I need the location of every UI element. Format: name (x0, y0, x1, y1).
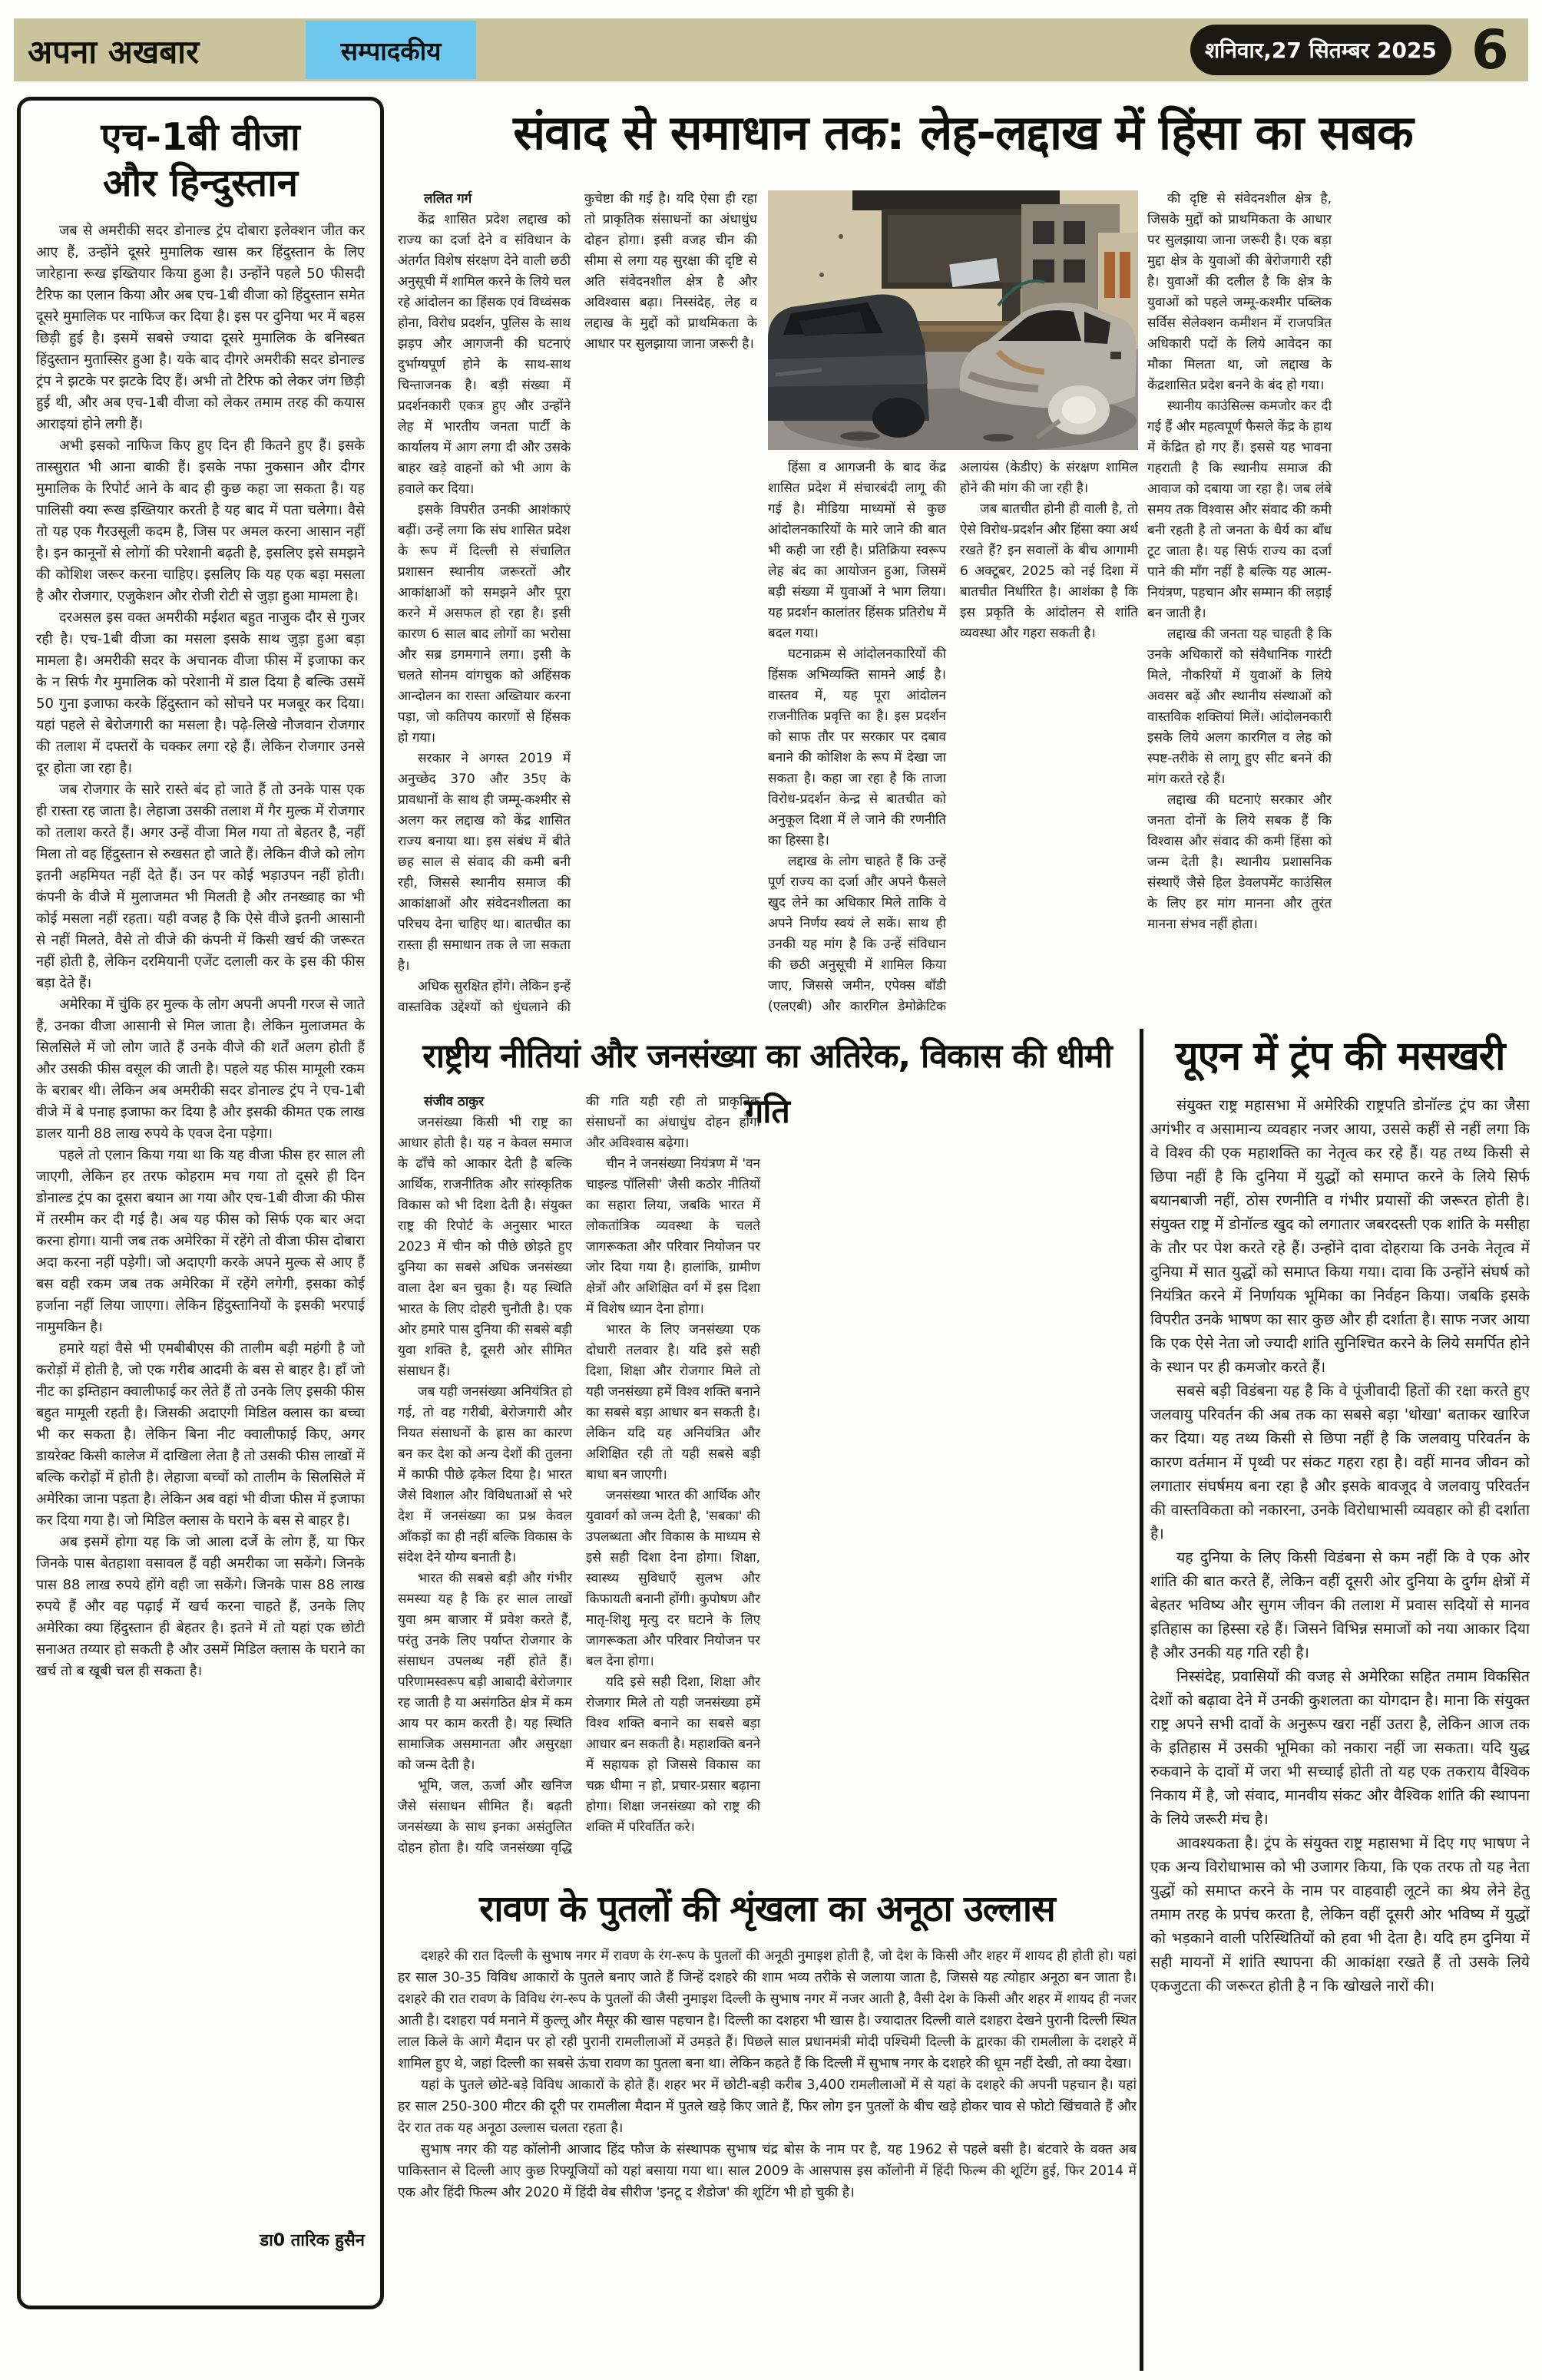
paragraph: जब यही जनसंख्या अनियंत्रित हो गई, तो वह गरीबी, बेरोजगारी और नियत संसाधनों के ह्रास का कारण बन कर देश को अन्य देशों की तुलना में काफी पीछे ढ़केल दिया है। भारत जैसे विशाल और विविधताओं से भरे देश में जनसंख्या का प्रश्न केवल आँकड़ों का ही नहीं बल्कि विकास के संदेश देने योग्य बनाती है। (398, 1384, 572, 1565)
visa-article-author: डा0 तारिक हुसैन (260, 2230, 365, 2250)
paragraph: लद्दाख की जनता यह चाहती है कि उनके अधिकारों को संवैधानिक गारंटी मिले, नौकरियों में युवाओं के लिये अवसर बढ़ें और स्थानीय संस्थाओं को वास्तविक शक्तियां मिलें। आंदोलनकारी इसके लिये अलग कारगिल व लेह को स्पष्ट-तरीके से लागू हुए सीट बनने की मांग करते रहे हैं। (1147, 626, 1332, 787)
paragraph: भूमि, जल, ऊर्जा और खनिज जैसे संसाधन सीमित हैं। बढ़ती जनसंख्या के साथ इनका असंतुलित दोहन होता है। यदि जनसंख्या वृद्धि की गति यही रही तो प्राकृतिक संसाधनों का अंधाधुंध दोहन होगा और अविश्वास बढ़ेगा। (398, 1094, 760, 1856)
paragraph: भारत के लिए जनसंख्या एक दोधारी तलवार है। यदि इसे सही दिशा, शिक्षा और रोजगार मिले तो यही जनसंख्या हमें विश्व शक्ति बनाने का सबसे बड़ा आधार बन सकती है। लेकिन यदि यह अनियंत्रित और अशिक्षित रही तो यही सबसे बड़ी बाधा बन जाएगी। (586, 1322, 760, 1483)
visa-title-line2: और हिन्दुस्तान (103, 160, 298, 205)
paragraph: जब रोजगार के सारे रास्ते बंद हो जाते हैं तो उनके पास एक ही रास्ता रह जाता है। लेहाजा उसकी तलाश में गैर मुल्क में रोजगार को तलाश करते हैं। अगर उन्हें वीजा मिल गया तो बेहतर है, नहीं मिला तो वह हिंदुस्तान से रुखसत हो जाते हैं। लेकिन वीजे को लोग इतनी अहमियत नहीं देते हैं। उन पर कोई भड़ाउपन नहीं होती। कंपनी के वीजे में मुलाजमत भी मिलती है और तनख्वाह का भी कोई मसला नहीं रहता। यही वजह है कि ऐसे वीजे इतनी आसानी से नहीं मिलते, वैसे तो वीजे की कंपनी में किसी खर्च की जरूरत नहीं होती है, लेकिन दरमियानी एजेंट दलाली कर के इस की फीस बड़ा देते हैं। (36, 781, 365, 991)
paragraph: दशहरे की रात दिल्ली के सुभाष नगर में रावण के रंग-रूप के पुतलों की अनूठी नुमाइश होती है, जो देश के किसी और शहर में शायद ही होती हो। यहां हर साल 30-35 विविध आकारों के पुतले बनाए जाते हैं जिन्हें दशहरे की शाम भव्य तरीके से जलाया जाता है, जिससे यह त्योहार अनूठा बन जाता है। दशहरे की रात रावण के विविध रंग-रूप के पुतलों की जैसी नुमाइश दिल्ली के सुभाष नगर में नजर आती है, वैसी देश के किसी और शहर में शायद ही नजर आती है। दशहरा पर्व मनाने में कुल्लू और मैसूर की खास पहचान है। दिल्ली का दशहरा भी खास है। ज्यादातर दिल्ली वाले दशहरा देखने पुरानी दिल्ली स्थित लाल किले के आगे मैदान पर हो रही पुरानी रामलीलाओं में उमड़ते हैं। पिछले साल प्रधानमंत्री मोदी पश्चिमी दिल्ली के द्वारका की रामलीला के दशहरे में शामिल हुए थे, जहां दिल्ली का सबसे ऊंचा रावण का पुतला बना था। लेकिन कहते हैं कि दिल्ली में सुभाष नगर के दशहरे की धूम नहीं देखी, तो क्या देखा। (398, 1949, 1137, 2071)
paragraph: अब इसमें होगा यह कि जो आला दर्जे के लोग हैं, या फिर जिनके पास बेतहाशा वसावल हैं वही अमरीका जा सकेंगे। जिनके पास 88 लाख रुपये होंगे वही जा सकेंगे। जिनके पास 88 लाख रुपये हैं और वह पढ़ाई में खर्च करना चाहते हैं, उनके लिए अमेरिका क्या हिंदुस्तान ही बेहतर है। इतने में तो यहां एक छोटी सनाअत तय्यार हो सकती है और उसमें मिडिल क्लास के घराने का खर्च तो ब खूबी चल ही सकता है। (36, 1533, 365, 1679)
paragraph: हमारे यहां वैसे भी एमबीबीएस की तालीम बड़ी महंगी है जो करोड़ों में होती है, जो एक गरीब आदमी के बस से बाहर है। हाँ जो नीट का इम्तिहान क्वालीफाई कर लेते हैं तो उनके लिए इसकी फीस बहुत मामूली रहती है। जिसकी अदाएगी मिडिल क्लास का बच्चा भी कर सकता है। लेकिन बिना नीट क्वालीफाई किए, अगर डायरेक्ट किसी कालेज में दाखिला लेता है तो उसकी फीस लाखों में बल्कि करोड़ों में होती है। लेहाजा बच्चों को तालीम के सिलसिले में अमेरिका जाना पड़ता है। लेकिन अब वहां भी वीजा फीस में इजाफा कर दिया गया है। जो मिडिल क्लास के घराने के बस से बाहर है। (36, 1340, 365, 1529)
paragraph: स्थानीय काउंसिल्स कमजोर कर दी गई हैं और महत्वपूर्ण फैसले केंद्र के हाथ में केंद्रित हो गए हैं। इससे यह भावना गहराती है कि स्थानीय समाज की आवाज को दबाया जा रहा है। जब लंबे समय तक विश्वास और संवाद की कमी बनी रहती है तो जनता के धैर्य का बाँध टूट जाता है। यह सिर्फ राज्य का दर्जा पाने की माँग नहीं है बल्कि यह आत्म-नियंत्रण, पहचान और सम्मान की लड़ाई बन जाती है। (1147, 398, 1332, 621)
paragraph: जब से अमरीकी सदर डोनाल्ड ट्रंप दोबारा इलेक्शन जीत कर आए हैं, उन्होंने दूसरे मुमालिक खास कर हिंदुस्तान के लिए जारेहाना रूख इख्तियार किया हुआ है। उन्होंने पहले 50 फीसदी टैरिफ का एलान किया और अब एच-1बी वीजा को हिंदुस्तान समेत दूसरे मुमालिक पर नाफिज कर दिया है। इस पर दुनिया भर में बहस छिड़ी हुई है। इसमें सबसे ज्यादा दूसरे मुमालिक के बनिस्बत हिंदुस्तान मुतास्सिर हुआ है। यके बाद दीगरे अमरीकी सदर डोनाल्ड ट्रंप ने झटके पर झटके दिए हैं। अभी तो टैरिफ को लेकर जंग छिड़ी हुई थी, और अब एच-1बी वीजा को लेकर तमाम तरह की कयास आराइयां होने लगी हैं। (36, 222, 365, 432)
ravan-article-body (398, 1945, 1137, 2371)
paragraph: सुभाष नगर की यह कॉलोनी आजाद हिंद फौज के संस्थापक सुभाष चंद्र बोस के नाम पर है, यह 1962 से पहले बसी है। बंटवारे के वक्त अब पाकिस्तान से दिल्ली आए कुछ रिफ्यूजियों को यहां बसाया गया था। साल 2009 के आसपास इस कॉलोनी में हिंदी फिल्म की शूटिंग हुई, फिर 2014 में एक और हिंदी फिल्म और 2020 में हिंदी वेब सीरीज 'इनटू द शैडोज' की शूटिंग भी हो चुकी है। (398, 2142, 1137, 2200)
paragraph: अभी इसको नाफिज किए हुए दिन ही कितने हुए हैं। इसके तास्सुरात भी आना बाकी हैं। इसके नफा नुकसान और दीगर मुमालिक के रिपोर्ट आने के बाद ही कुछ कहा जा सकता है। यह पालिसी क्या रूख इख्तियार करती है यह बाद में पता चलेगा। वैसे तो यह एक गैरउसूली कदम है, जिस पर अमल करना आसान नहीं है। इन कानूनों से लोगों की परेशानी बढ़ती है, इसलिए इसे समझने की कोशिश जरूर करना चाहिए। इसलिए कि यह एक बड़ा मसला है और रोजगार, एजुकेशन और रोजी रोटी से जुड़ा हुआ मामला है। (36, 437, 365, 604)
paragraph: दरअसल इस वक्त अमरीकी मईशत बहुत नाजुक दौर से गुजर रही है। एच-1बी वीजा का मसला इसके साथ जुड़ा हुआ बड़ा मामला है। अमरीकी सदर के अचानक वीजा फीस में इजाफा कर के न सिर्फ गैर मुमालिक को परेशानी में डाल दिया है बल्कि उसमें 50 गुना इजाफा करके हिंदुस्तान को सोचने पर मजबूर कर दिया। यहां पहले से बेरोजगारी का मसला है। पढ़े-लिखे नौजवान रोजगार की तलाश में दफ्तरों के चक्कर लगा रहे हैं। लेकिन रोजगार उनसे दूर होता जा रहा है। (36, 609, 365, 776)
paragraph: संयुक्त राष्ट्र महासभा में अमेरिकी राष्ट्रपति डोनॉल्ड ट्रंप का जैसा अगंभीर व असामान्य व्यवहार नजर आया, उससे कहीं से नहीं लगा कि वे विश्व की एक महाशक्ति का नेतृत्व कर रहे हैं। यह तथ्य किसी से छिपा नहीं है कि दुनिया में युद्धों को समाप्त करने के लिये सिर्फ बयानबाजी नहीं, ठोस रणनीति व गंभीर प्रयासों की जरूरत होती है। संयुक्त राष्ट्र में डोनॉल्ड खुद को लगातार जबरदस्ती एक शांति के मसीहा के तौर पर पेश करते रहे हैं। उन्होंने दावा दोहराया कि उनके नेतृत्व में दुनिया में सात युद्धों को समाप्त किया गया। दावा कि उन्होंने संघर्ष को नियंत्रित करने में निर्णायक भूमिका का निर्वहन किया। जबकि इसके विपरीत उनके भाषण का सार कुछ और ही दर्शाता है। साफ नजर आया कि एक ऐसे नेता जो ज्यादी शांति सुनिश्चित करने के लिये समर्पित होने के स्थान पर ही कमजोर करते हैं। (1150, 1096, 1530, 1376)
un-article-body (1150, 1093, 1530, 2369)
paragraph: अधिक सुरक्षित होंगे। लेकिन इन्हें वास्तविक उद्देश्यों को धुंधलाने की कुचेष्टा की गई है। यदि ऐसा ही रहा तो प्राकृतिक संसाधनों का अंधाधुंध दोहन होगा। इसी वजह चीन की सीमा से लगा यह सुरक्षा की दृष्टि से अति संवेदनशील क्षेत्र है और अविश्वास बढ़ा। निस्संदेह, लेह व लद्दाख के मुद्दों को प्राथमिकता के आधार पर सुलझाया जाना जरूरी है। (398, 191, 757, 1015)
paragraph: चीन ने जनसंख्या नियंत्रण में 'वन चाइल्ड पॉलिसी' जैसी कठोर नीतियों का सहारा लिया, जबकि भारत में लोकतांत्रिक व्यवस्था के चलते जागरूकता और परिवार नियोजन पर जोर दिया गया है। हालांकि, ग्रामीण क्षेत्रों और अशिक्षित वर्ग में इस दिशा में विशेष ध्यान देना होगा। (586, 1156, 760, 1317)
ravan-headline: रावण के पुतलों की शृंखला का अनूठा उल्लास (479, 1888, 1055, 1930)
paper-name: अपना अखबार (28, 33, 200, 71)
visa-article-box (17, 97, 384, 2309)
main-article-byline: ललित गर्ग (424, 191, 472, 207)
paragraph: लद्दाख के लोग चाहते हैं कि उन्हें पूर्ण राज्य का दर्जा और अपने फैसले खुद लेने का अधिकार मिले ताकि वे अपने निर्णय स्वयं ले सकें। साथ ही उनकी यह मांग है कि उन्हें संविधान की छठी अनुसूची में शामिल किया जाए, जिससे जमीन, एपेक्स बॉडी (एलएबी) और कारगिल डेमोक्रेटिक अलायंस (केडीए) के संरक्षण शामिल होने की मांग की जा रही है। (768, 460, 1138, 1014)
date-pill: शनिवार,27 सितम्बर 2025 (1190, 25, 1451, 75)
un-headline: यूएन में ट्रंप की मसखरी (1175, 1033, 1505, 1079)
paragraph: हिंसा व आगजनी के बाद केंद्र शासित प्रदेश में संचारबंदी लागू की गई है। मीडिया माध्यमों से कुछ आंदोलनकारियों के मारे जाने की बात भी कही जा रही है। प्रतिक्रिया स्वरूप लेह बंद का आयोजन हुआ, जिसमें बड़ी संख्या में युवाओं ने भाग लिया। यह प्रदर्शन कालांतर हिंसक प्रतिरोध में बदल गया। (768, 460, 946, 641)
paragraph: पहले तो एलान किया गया था कि यह वीजा फीस हर साल ली जाएगी, लेकिन हर तरफ कोहराम मच गया तो दूसरे ही दिन डोनाल्ड ट्रंप का दूसरा बयान आ गया और एच-1बी वीजा की फीस में तरमीम कर दी गई है। अब यह फीस को सिर्फ एक बार अदा करना होगा। यानी जब तक अमेरिका में रहेंगे तो वीजा फीस दोबारा अदा करना नहीं पड़ेगी। जो अदाएगी करके अपने मुल्क से आए हैं बस वही रकम जब तक अमेरिका में रहेंगे लगेगी, इसका कोई हर्जाना नहीं लिया जाएगा। लेकिन हिंदुस्तानियों के इसकी भरपाई नामुमकिन है। (36, 1146, 365, 1335)
visa-article-body (36, 220, 365, 2228)
main-article-columns-under-photo (768, 458, 1138, 1020)
main-article-left-text (398, 189, 757, 1020)
population-article-body (398, 1092, 1137, 1873)
paragraph: केंद्र शासित प्रदेश लद्दाख को राज्य का दर्जा देने व संविधान के अंतर्गत विशेष संरक्षण देने वाली छठी अनुसूची में शामिल करने के लिये चल रहे आंदोलन का हिंसक एवं विध्वंसक होना, विरोध प्रदर्शन, पुलिस के साथ झड़प और आगजनी की घटनाएं दुर्भाग्यपूर्ण होने के साथ-साथ चिन्ताजनक है। बड़ी संख्या में प्रदर्शनकारी एकत्र हुए और उन्होंने लेह में भारतीय जनता पार्टी के कार्यालय में आग लगा दी और उसके बाहर खड़े वाहनों को भी आग के हवाले कर दिया। (398, 212, 571, 497)
paragraph: जनसंख्या भारत की आर्थिक और युवावर्ग को जन्म देती है, 'सबका' की उपलब्धता और विकास के माध्यम से इसे सही दिशा देना होगा। शिक्षा, स्वास्थ्य सुविधाएँ सुलभ और किफायती बनानी होंगी। कुपोषण और मातृ-शिशु मृत्यु दर घटाने के लिए जागरूकता और परिवार नियोजन पर बल देना होगा। (586, 1488, 760, 1669)
visa-article-title (36, 114, 365, 207)
main-article-columns-left (398, 189, 757, 1020)
column-divider (1140, 1029, 1143, 2371)
paragraph: की दृष्टि से संवेदनशील क्षेत्र है, जिसके मुद्दों को प्राथमिकता के आधार पर सुलझाया जाना जरूरी है। एक बड़ा मुद्दा क्षेत्र के युवाओं की बेरोजगारी रही है। युवाओं की दलील है कि क्षेत्र के युवाओं को पहले जम्मू-कश्मीर पब्लिक सर्विस सेलेक्शन कमीशन में राजपत्रित अधिकारी पदों के लिये आवेदन का मौका मिलता था, जो लद्दाख के केंद्रशासित प्रदेश बनने के बंद हो गया। (1147, 191, 1332, 393)
paragraph: यह दुनिया के लिए किसी विडंबना से कम नहीं कि वे एक ओर शांति की बात करते हैं, लेकिन वहीं दूसरी ओर दुनिया के दुर्गम क्षेत्रों में बेहतर भविष्य और सुगम जीवन की तलाश में प्रवास सदियों से मानव इतिहास का हिस्सा रहे हैं। जिसने विभिन्न समाजों को नया आकार दिया है और उनकी यह गति रही है। (1150, 1549, 1530, 1661)
paragraph: सबसे बड़ी विडंबना यह है कि वे पूंजीवादी हितों की रक्षा करते हुए जलवायु परिवर्तन की अब तक का सबसे बड़ा 'धोखा' बताकर खारिज कर दिया। यह तथ्य किसी से छिपा नहीं है कि जलवायु परिवर्तन के कारण वर्तमान में पृथ्वी पर संकट गहरा रहा है। वहीं मानव जीवन को लगातार संघर्षमय बना रहा है और इसके बावजूद वे जलवायु परिवर्तन की वास्तविकता को नकारना, उनके विरोधाभासी व्यवहार को ही दर्शाता है। (1150, 1382, 1530, 1542)
burnt-cars-illustration (768, 190, 1138, 450)
paragraph: जनसंख्या किसी भी राष्ट्र का आधार होती है। यह न केवल समाज के ढाँचे को आकार देती है बल्कि आर्थिक, राजनीतिक और सांस्कृतिक विकास को भी दिशा देती है। संयुक्त राष्ट्र की रिपोर्ट के अनुसार भारत 2023 में चीन को पीछे छोड़ते हुए दुनिया का सबसे अधिक जनसंख्या वाला देश बन चुका है। यह स्थिति भारत के लिए दोहरी चुनौती है। एक ओर हमारे पास दुनिया की सबसे बड़ी युवा शक्ति है, दूसरी ओर सीमित संसाधन हैं। (398, 1115, 572, 1379)
paragraph: घटनाक्रम से आंदोलनकारियों की हिंसक अभिव्यक्ति सामने आई है। वास्तव में, यह पूरा आंदोलन राजनीतिक प्रवृत्ति का है। इस प्रदर्शन को साफ तौर पर सरकार पर दबाव बनाने की कोशिश के रूप में देखा जा सकता है। कहा जा रहा है कि ताजा विरोध-प्रदर्शन केन्द्र से बातचीत को अनुकूल दिशा में ले जाने की रणनीति का हिस्सा है। (768, 646, 946, 848)
population-article-text (398, 1092, 760, 1873)
visa-title-line1: एच-1बी वीजा (101, 115, 300, 159)
paragraph: यहां के पुतले छोटे-बड़े विविध आकारों के होते हैं। शहर भर में छोटी-बड़ी करीब 3,400 रामलीलाओं में से यहां के दशहरे की अपनी पहचान है। यहां हर साल 250-300 मीटर की दूरी पर रामलीला मैदान में पुतले खड़े किए जाते हैं, फिर लोग इन पुतलों के बीच खड़े होकर चाव से फोटो खिंचवाते हैं और देर रात तक यह अनूठा उल्लास चलता रहता है। (398, 2078, 1137, 2136)
paragraph: निस्संदेह, प्रवासियों की वजह से अमेरिका सहित तमाम विकसित देशों को बढ़ावा देने में उनकी कुशलता का योगदान है। माना कि संयुक्त राष्ट्र अपने सभी दावों के अनुरूप खरा नहीं उतरा है, लेकिन आज तक के इतिहास में उसकी भूमिका को नकारा नहीं जा सकता। यदि युद्ध रुकवाने के दावों में जरा भी सच्चाई होती तो यह एक तकराय वैश्विक निकाय में है, जो संवाद, मानवीय संकट और वैश्विक शांति की स्थापना के लिये जरूरी मंच है। (1150, 1668, 1530, 1828)
burnt-cars-photo (768, 190, 1138, 450)
population-headline: राष्ट्रीय नीतियां और जनसंख्या का अतिरेक, विकास की धीमी गति (422, 1037, 1112, 1131)
paragraph: सरकार ने अगस्त 2019 में अनुच्छेद 370 और 35ए के प्रावधानों के साथ ही जम्मू-कश्मीर से अलग कर लद्दाख को केंद्र शासित राज्य बनाया था। इस संबंध में बीते छह साल से संवाद की कमी बनी रही, जिससे स्थानीय समाज की आकांक्षाओं और संवेदनशीलता का परिचय देना चाहिए था। बातचीत का रास्ता ही समाधान तक ले जा सकता है। (398, 751, 571, 973)
paragraph: अमेरिका में चुंकि हर मुल्क के लोग अपनी अपनी गरज से जाते हैं, उनका वीजा आसानी से मिल जाता है। लेकिन मुलाजमत के सिलसिले में जो लोग जाते हैं उनके वीजे की शर्तें अलग होती हैं और उसकी फीस वसूल की जाती है। पहले यह फीस मामूली रकम के बराबर थी। लेकिन अब अमरीकी सदर डोनाल्ड ट्रंप ने एच-1बी वीजे में बे पनाह इजाफा कर दिया है और इसकी कीमत एक लाख डालर यानी 88 लाख रुपये के एवज देना पड़ेगा। (36, 996, 365, 1142)
section-chip: सम्पादकीय (306, 21, 476, 79)
paragraph: इसके विपरीत उनकी आशंकाएं बढ़ीं। उन्हें लगा कि संघ शासित प्रदेश के रूप में दिल्ली से संचालित प्रशासन स्थानीय जरूरतों और आकांक्षाओं को समझने और पूरा करने में असफल हो रहा है। इसी कारण 6 साल बाद लोगों का भरोसा और सब्र डगमगाने लगा। इसी के चलते सोनम वांगचुक को अहिंसक आन्दोलन का रास्ता अख्तियार करना पड़ा, जो कतिपय कारणों से हिंसक हो गया। (398, 502, 571, 745)
main-article-columns-right (1147, 189, 1530, 1020)
page-number: 6 (1471, 18, 1509, 81)
paragraph: लद्दाख की घटनाएं सरकार और जनता दोनों के लिये सबक हैं कि विश्वास और संवाद की कमी हिंसा को जन्म देती है। स्थानीय प्रशासनिक संस्थाएँ जैसे हिल डेवलपमेंट काउंसिल के लिए हर मांग मानना और तुरंत मानना संभव नहीं होता। (1147, 792, 1332, 932)
paragraph: भारत की सबसे बड़ी और गंभीर समस्या यह है कि हर साल लाखों युवा श्रम बाजार में प्रवेश करते हैं, परंतु उनके लिए पर्याप्त रोजगार के संसाधन उपलब्ध नहीं होते हैं। परिणामस्वरूप बड़ी आबादी बेरोजगार रह जाती है या असंगठित क्षेत्र में कम आय पर काम करती है। यह स्थिति सामाजिक असमानता और असुरक्षा को जन्म देती है। (398, 1571, 572, 1773)
paragraph: आवश्यकता है। ट्रंप के संयुक्त राष्ट्र महासभा में दिए गए भाषण ने एक अन्य विरोधाभास को भी उजागर किया, कि एक तरफ तो यह नेता युद्धों को समाप्त करने के नाम पर वाहवाही लूटने का श्रेय लेने हेतु तमाम तरह के प्रपंच करता है, लेकिन वहीं दूसरी ओर भविष्य में युद्धों को भड़काने वाली परिस्थितियों को हवा भी देता है। यदि हम दुनिया में सही मायनों में शांति स्थापना की आकांक्षा रखते हैं तो उसके लिये एकजुटता की जरूरत होती है न कि खोखले नारों की। (1150, 1834, 1530, 1995)
main-headline: संवाद से समाधान तक: लेह-लद्दाख में हिंसा का सबक (513, 104, 1413, 160)
header-band (14, 18, 1528, 81)
paragraph: यदि इसे सही दिशा, शिक्षा और रोजगार मिले तो यही जनसंख्या हमें विश्व शक्ति बनाने का सबसे बड़ा आधार बन सकती है। महाशक्ति बनने में सहायक हो जिससे विकास का चक्र धीमा न हो, प्रचार-प्रसार बढ़ाना होगा। शिक्षा जनसंख्या को राष्ट्र की शक्ति में परिवर्तित करे। (586, 1674, 760, 1835)
population-article-byline: संजीव ठाकुर (424, 1094, 485, 1109)
paragraph: जब बातचीत होनी ही वाली है, तो ऐसे विरोध-प्रदर्शन और हिंसा क्या अर्थ रखते हैं? इन सवालों के बीच आगामी 6 अक्टूबर, 2025 को नई दिशा में बातचीत निर्धारित है। आशंका है कि इस प्रकृति के आंदोलन से शांति व्यवस्था और गहरा सकती है। (960, 501, 1138, 641)
